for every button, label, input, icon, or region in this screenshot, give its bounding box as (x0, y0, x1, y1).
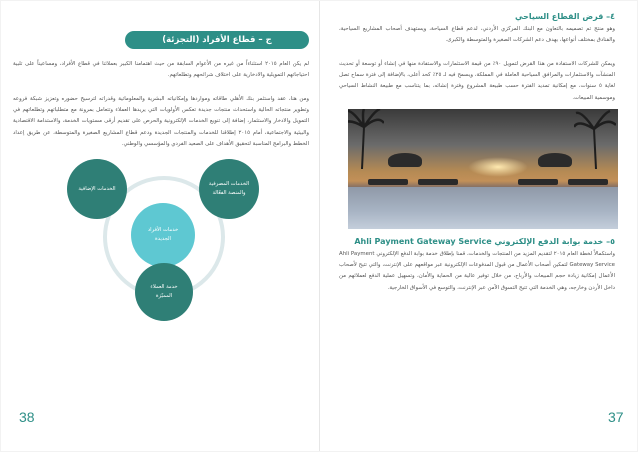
section-title-retail: ج – قطاع الأفراد (التجزئة) (125, 31, 309, 49)
diagram-bubble-center: خدمات الأفراد الجديدة (131, 203, 195, 267)
tourism-paragraph-2: ويمكن للشركات الاستفادة من هذا القرض لتمويل ٩٠٪ من قيمة الاستثمارات والاستفادة منها في إنشاء أو توسعة أو تحديث المنشآت والاستثمارات والمرافق السياحية العاملة في المملكة، ويسمح فيه لـ ٢٥٪ كحد أعلى، بالإضافة إلى فترة سماح تصل لغاية ٥ سنوات، مع إمكانية تمديد الفترة حسب طبيعة المشروع وفترة إنشائه، بما يتناسب مع طبيعة النشاط السياحي وموسمية المبيعات. (339, 61, 615, 101)
left-page (1, 1, 319, 451)
diagram-bubble-additional: الخدمات الإضافية (67, 159, 127, 219)
palm-tree-icon (574, 109, 616, 169)
sunbed-shape (418, 179, 458, 185)
heading-tourism-loan: ٤– قرض القطاع السياحي (514, 12, 615, 21)
tourism-paragraph-1: وهو منتج تم تصميمه بالتعاون مع البنك المركزي الأردني، لدعم قطاع السياحة، ويستهدف أصحاب المشاريع السياحية، والفنادق بمختلف أنواعها، بهدف دعم الشركات الصغيرة والمتوسطة والكبرى. (339, 26, 615, 44)
resort-pool-photo (348, 109, 618, 229)
retail-paragraph-2: ومن هنا، عقد واستثمر بنك الأهلي طاقاته ومواردها وإمكانياته البشرية والمعلوماتية وقدراته لترسيخ حضوره وتعزيز شبكة فروعه وتطوير منتجاته الحالية واستحداث منتجات جديدة تعكس الأولويات التي يريدها العملاء وتتعامل بمرونة مع متطلباتهم وتطلعاتهم في التمويل والادخار والاستثمار، إضافة إلى تنويع الخدمات الإلكترونية والحرص على تقديم أرقى مستويات الخدمة، والاستدامة الاقتصادية والبيئية والاجتماعية، أمام ٢٠١٥ إطلاقنا للخدمات والمنتجات الجديدة ودعم قطاع المشاريع الصغيرة والمتوسطة، عن طريق إعداد الخطط والبرامج المناسبة لتحقيق الأهداف على الصعيد الفردي والمؤسسي والوطني. (13, 96, 310, 147)
heading-payment-gateway: ٥– خدمة بوابة الدفع الإلكتروني Ahli Payment Gateway Service (354, 237, 615, 246)
umbrella-icon (538, 153, 572, 167)
retail-paragraph-1: لم يكن العام ٢٠١٥ استثناءاً من غيره من الأعوام السابقة من حيث اهتمامنا الكبير بعملائنا في قطاع الأفراد، ومساعيناً على تلبية احتياجاتهم التمويلية والادخارية على اختلاف شرائحهم وتطلعاتهم. (13, 61, 309, 79)
retail-services-diagram (61, 151, 261, 331)
sunbed-shape (568, 179, 608, 185)
pool-water (348, 187, 618, 229)
right-page (319, 1, 637, 451)
photo-sunset-glow (468, 157, 528, 177)
diagram-bubble-customer-service: خدمة العملاء المميّزة (135, 263, 193, 321)
sunbed-shape (368, 179, 408, 185)
payment-gateway-paragraph: واستكمالاً لخطة العام ٢٠١٥ لتقديم المزيد من المنتجات والخدمات، قمنا بإطلاق خدمة بوابة الدفع الإلكتروني Ahli Payment Gateway Service لتمكين أصحاب الأعمال من قبول المدفوعات الإلكترونية عبر مواقعهم على الإنترنت، والتي تتيح لأصحاب الأعمال إمكانية زيادة حجم المبيعات والأرباح، من خلال توفير عالية من الحماية والأمان، وتسهيل عملية الدفع لعملائهم من داخل الأردن وخارجه، وهي الخدمة التي تتيح التسوق الآمن عبر الإنترنت، والتوسع في الأسواق الخارجية. (339, 251, 615, 291)
page-number-left: 38 (19, 409, 35, 425)
sunbed-shape (518, 179, 558, 185)
diagram-bubble-banking: الخدمات المصرفية والمنصة الفعّالة (199, 159, 259, 219)
document-spread (1, 1, 637, 451)
palm-tree-icon (348, 109, 384, 169)
page-number-right: 37 (608, 409, 624, 425)
umbrella-icon (388, 153, 422, 167)
